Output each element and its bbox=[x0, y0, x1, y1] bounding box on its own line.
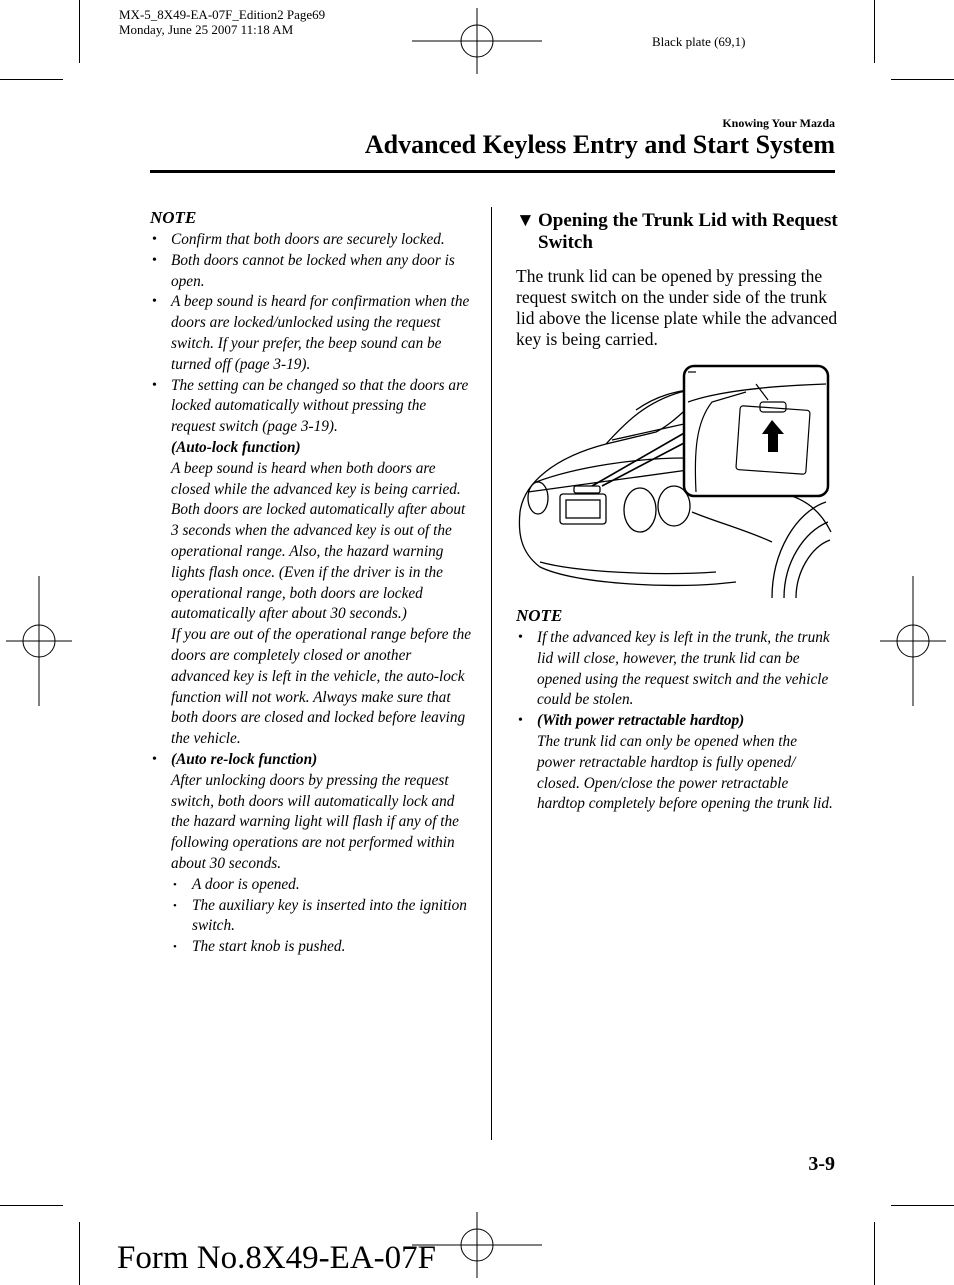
sub-list bbox=[171, 875, 472, 958]
note-list bbox=[150, 230, 472, 958]
note-text: If the advanced key is left in the trunk, the trunk lid will close, however, the trunk lid can be opened using the request switch and the vehicle could be stolen. bbox=[537, 629, 830, 709]
form-number: Form No.8X49-EA-07F bbox=[117, 1240, 436, 1276]
left-column bbox=[150, 208, 472, 958]
list-item bbox=[150, 376, 472, 750]
registration-mark-left bbox=[6, 576, 72, 706]
registration-mark-top bbox=[412, 8, 542, 74]
auto-relock-label: • (Auto re-lock function) bbox=[171, 750, 318, 768]
note-heading: NOTE bbox=[516, 606, 563, 625]
note-text: After unlocking doors by pressing the request switch, both doors will automatically lock and the hazard warning light will flash if any of the following operations are not performed within about 30 seconds. bbox=[171, 771, 459, 872]
triangle-icon: ▼ bbox=[516, 210, 535, 231]
note-heading: NOTE bbox=[150, 208, 197, 227]
inset-frame bbox=[684, 366, 828, 496]
right-column bbox=[516, 210, 838, 350]
print-meta bbox=[119, 7, 325, 37]
list-item bbox=[150, 251, 472, 293]
note-text: Both doors cannot be locked when any door is open. bbox=[171, 251, 455, 290]
sub-item: • The start knob is pushed. bbox=[171, 937, 472, 958]
note-text: A beep sound is heard when both doors are closed while the advanced key is being carried. Both doors are locked automatically after about 3 seconds when the advanced key is out of the operational range. Also, the hazard warning lights flash once. (Even if the driver is in the operational range, both doors are locked automatically after about 30 seconds.) bbox=[171, 459, 466, 623]
list-item bbox=[516, 711, 838, 815]
note-text: Confirm that both doors are securely locked. bbox=[171, 231, 445, 248]
page-number: 3-9 bbox=[808, 1153, 835, 1175]
list-item bbox=[150, 292, 472, 375]
auto-lock-label: (Auto-lock function) bbox=[171, 438, 301, 456]
list-item bbox=[150, 750, 472, 958]
print-file: MX-5_8X49-EA-07F_Edition2 Page69 bbox=[119, 7, 326, 22]
header-rule bbox=[150, 170, 835, 173]
body-paragraph: The trunk lid can be opened by pressing the request switch on the under side of the trunk lid above the license plate while the advanced key is being carried. bbox=[516, 266, 838, 349]
section-heading bbox=[516, 210, 838, 254]
note-text: • The setting can be changed so that the doors are locked automatically without pressing the request switch (page 3-19). bbox=[171, 376, 469, 436]
print-date: Monday, June 25 2007 11:18 AM bbox=[119, 22, 294, 37]
section-label: Knowing Your Mazda bbox=[722, 116, 835, 130]
note-text: If you are out of the operational range before the doors are completely closed or another advanced key is left in the vehicle, the auto-lock function will not work. Always make sure that both doors are closed and locked before leaving the vehicle. bbox=[171, 626, 472, 748]
trunk-illustration bbox=[516, 362, 832, 598]
note-text: The trunk lid can only be opened when the power retractable hardtop is fully opened/ closed. Open/close the power retractable hardtop completely before opening the trunk lid. bbox=[537, 732, 833, 813]
black-plate: Black plate (69,1) bbox=[652, 34, 746, 49]
page-title: Advanced Keyless Entry and Start System bbox=[364, 130, 835, 159]
note-list bbox=[516, 628, 838, 815]
list-item bbox=[150, 230, 472, 251]
list-item bbox=[516, 628, 838, 711]
section-heading-text: Opening the Trunk Lid with Request Switch bbox=[538, 210, 838, 253]
sub-item: • A door is opened. bbox=[171, 875, 472, 896]
right-note bbox=[516, 606, 838, 815]
note-text: A beep sound is heard for confirmation when the doors are locked/unlocked using the request switch. If your prefer, the beep sound can be turned off (page 3-19). bbox=[171, 293, 470, 373]
hardtop-label: • (With power retractable hardtop) bbox=[537, 712, 745, 730]
registration-mark-right bbox=[880, 576, 946, 706]
sub-item: • The auxiliary key is inserted into the ignition switch. bbox=[171, 896, 472, 938]
column-divider bbox=[491, 207, 492, 1140]
